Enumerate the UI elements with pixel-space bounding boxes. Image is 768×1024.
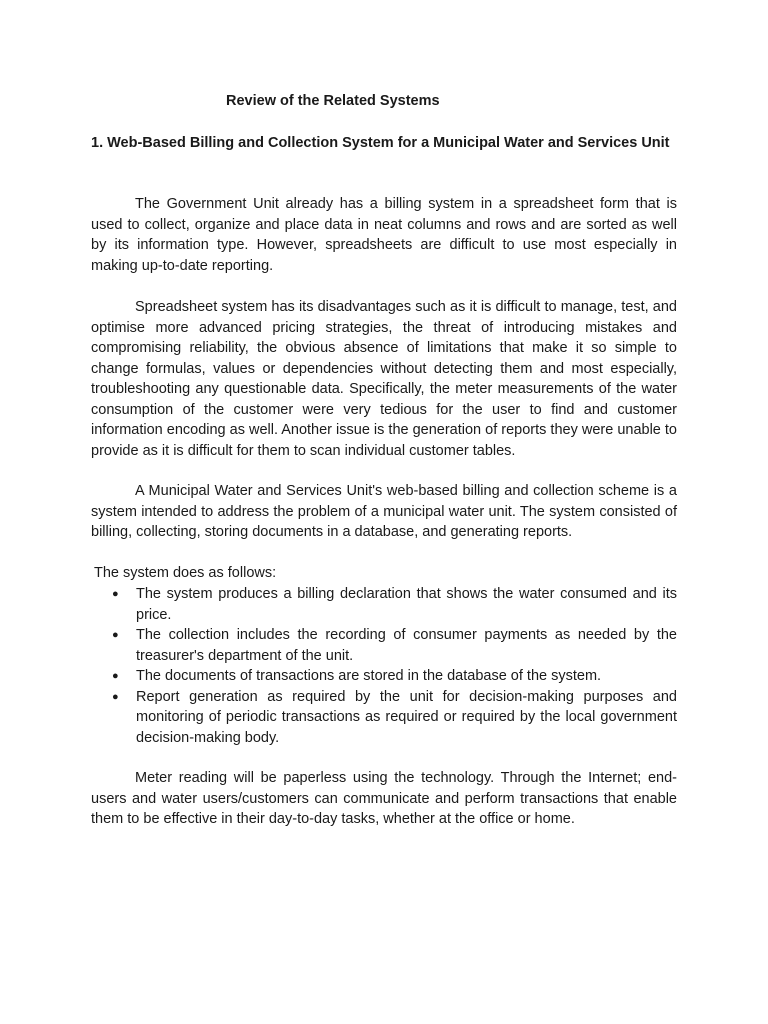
list-item-text: The collection includes the recording of consumer payments as needed by the treasurer's department of the unit. (136, 627, 677, 664)
list-item (91, 625, 677, 666)
list-item-text: Report generation as required by the unit for decision-making purposes and monitoring of periodic transactions as required or required by the local government decision-making body. (136, 688, 677, 746)
list-item-text: The documents of transactions are stored in the database of the system. (136, 668, 602, 684)
system-functions-list (91, 584, 677, 748)
bullet-icon: ● (112, 588, 119, 600)
list-intro: The system does as follows: (94, 565, 277, 581)
section-heading: 1. Web-Based Billing and Collection System for a Municipal Water and Services Unit (91, 135, 670, 151)
paragraph-current-system: The Government Unit already has a billing system in a spreadsheet form that is used to collect, organize and place data in neat columns and rows and are sorted as well by its information type. However, spreadsheets are difficult to use most especially in making up-to-date reporting. (91, 196, 677, 274)
bullet-icon: ● (112, 690, 119, 703)
list-item (91, 584, 677, 625)
list-item-text: The system produces a billing declaration that shows the water consumed and its price. (136, 586, 677, 623)
document-title: Review of the Related Systems (226, 93, 440, 109)
list-item (91, 666, 677, 687)
list-item (91, 687, 677, 749)
bullet-icon: ● (112, 670, 119, 682)
bullet-icon: ● (112, 629, 119, 641)
paragraph-spreadsheet-disadvantages: Spreadsheet system has its disadvantages such as it is difficult to manage, test, and optimise more advanced pricing strategies, the threat of introducing mistakes and compromising reliability, the obvious absence of limitations that make it so simple to change formulas, values or dependencies without detecting them and most especially, troubleshooting any questionable data. Specifically, the meter measurements of the water consumption of the customer were very tedious for the user to find and customer information encoding as well. Another issue is the generation of reports they were unable to provide as it is difficult for them to scan individual customer tables. (91, 299, 677, 459)
paragraph-web-based-system: A Municipal Water and Services Unit's web-based billing and collection scheme is a system intended to address the problem of a municipal water unit. The system consisted of billing, collecting, storing documents in a database, and generating reports. (91, 483, 677, 540)
paragraph-meter-reading: Meter reading will be paperless using the technology. Through the Internet; end-users and water users/customers can communicate and perform transactions that enable them to be effective in their day-to-day tasks, whether at the office or home. (91, 770, 677, 827)
